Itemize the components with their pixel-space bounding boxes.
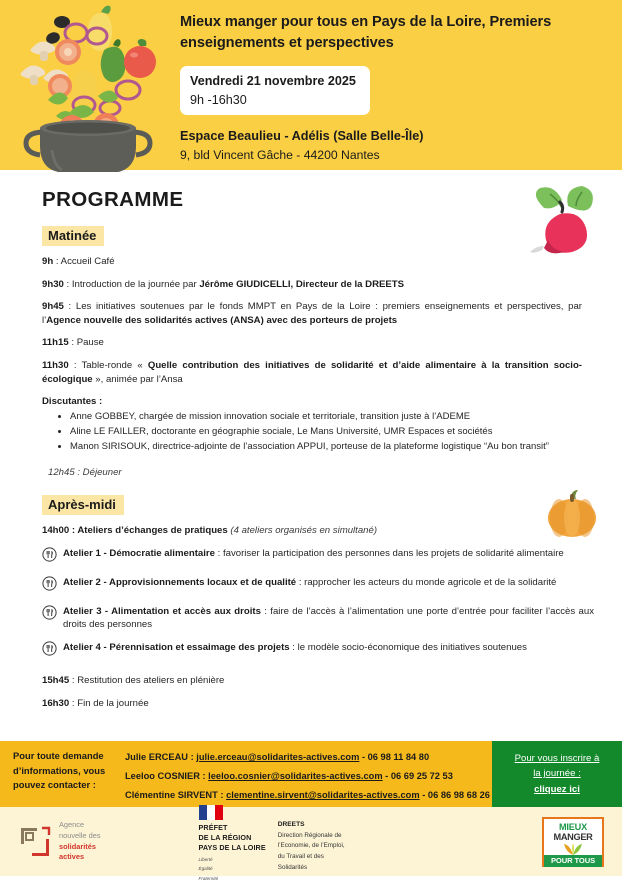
schedule-text: Les initiatives soutenues par le fonds MMPT en Pays de la Loire : premiers enseignements et perspectives, par l’: [42, 301, 582, 326]
workshop-text: [63, 576, 594, 590]
contact-sep: :: [199, 771, 209, 782]
schedule-item: [42, 336, 582, 350]
schedule-time: 9h: [42, 256, 54, 267]
schedule-text: Restitution des ateliers en plénière: [77, 675, 225, 686]
schedule-item: [42, 278, 582, 292]
contact-intro: Pour toute demande d’informations, vous pouvez contacter :: [13, 750, 106, 791]
discutantes-label: Discutantes :: [42, 396, 103, 408]
dreets-line-3: du Travail et des: [277, 853, 324, 860]
contact-phone: - 06 86 98 68 26: [419, 790, 490, 801]
workshop-item: [42, 547, 594, 567]
table-ronde-title: Quelle contribution des initiatives de solidarité et d’aide alimentaire à la transition socio-écologique: [42, 360, 582, 385]
workshop-text: [63, 641, 594, 655]
mmpt-line-3: POUR TOUS: [544, 855, 602, 868]
register-line-2: la journée :: [533, 768, 581, 780]
contact-item: [125, 751, 490, 763]
contact-phone: - 06 69 25 72 53: [382, 771, 453, 782]
contact-left-block: [0, 741, 492, 807]
ansa-logo-text: [59, 820, 101, 862]
schedule-sep: :: [69, 697, 78, 709]
schedule-text-bold: Jérôme GIUDICELLI, Directeur de la DREETS: [199, 278, 405, 290]
schedule-text-bold: Agence nouvelle des solidarités actives (ANSA) avec des porteurs de projets: [46, 314, 398, 326]
contact-email-link[interactable]: clementine.sirvent@solidarites-actives.com: [226, 790, 420, 801]
schedule-time: 11h15: [42, 337, 69, 349]
workshop-title: Atelier 2 - Approvisionnements locaux et de qualité: [63, 576, 297, 588]
contact-list: [125, 749, 490, 807]
mmpt-line-2: MANGER: [553, 831, 593, 842]
date-time-box: [180, 66, 370, 114]
dreets-line-1: Direction Régionale de: [277, 831, 342, 839]
event-date: Vendredi 21 novembre 2025: [190, 74, 356, 89]
workshop-title: Atelier 4 - Pérennisation et essaimage des projets: [63, 642, 290, 653]
register-text: [515, 751, 600, 798]
cooking-pot-with-vegetables-illustration: [0, 0, 180, 170]
schedule-item: [42, 255, 582, 269]
workshop-item: [42, 641, 594, 661]
devise-line-2: Égalité: [198, 866, 213, 872]
schedule-time: 15h45: [42, 675, 70, 686]
section-heading-afternoon: Après-midi: [42, 495, 124, 515]
wheat-icon: [560, 842, 586, 855]
dreets-line-2: l’Economie, de l’Emploi,: [277, 842, 345, 850]
register-button[interactable]: [492, 741, 622, 807]
ansa-bracket-logo-icon: [18, 825, 52, 859]
list-item: • Manon SIRISOUK, directrice-adjointe de l’association APPUI, porteuse de la plateforme logistique “Au bon transit”: [70, 440, 590, 454]
section-heading-morning: Matinée: [42, 226, 104, 246]
french-flag-icon: [199, 805, 223, 820]
ansa-line-4: actives: [59, 852, 85, 862]
footer-logo-strip: [0, 807, 622, 882]
workshop-desc: : le modèle socio-économique des initiatives soutenues: [289, 642, 527, 653]
register-link[interactable]: cliquez ici: [534, 783, 580, 795]
workshops-intro: [42, 524, 582, 538]
workshop-desc: : faire de l’accès à l’alimentation une porte d’entrée pour faciliter l’accès aux droits des personnes: [63, 605, 594, 631]
devise-line-1: Liberté: [198, 856, 213, 862]
page-title: PROGRAMME: [42, 188, 184, 211]
list-item: • Anne GOBBEY, chargée de mission innovation sociale et territoriale, transition juste à l’ADEME: [70, 410, 590, 424]
schedule-sep: :: [69, 675, 78, 686]
workshop-item: [42, 605, 594, 632]
ansa-line-3: solidarités: [59, 841, 96, 851]
prefet-line-1: PRÉFET: [198, 822, 228, 832]
venue-address: 9, bld Vincent Gâche - 44200 Nantes: [180, 147, 380, 162]
radish-illustration: [524, 182, 604, 259]
schedule-time: 16h30: [42, 697, 70, 709]
event-time: 9h -16h30: [190, 93, 247, 108]
schedule-text: Accueil Café: [60, 256, 115, 267]
schedule-sep: :: [63, 278, 72, 290]
cutlery-icon: [42, 641, 57, 661]
mmpt-line-1: MIEUX: [558, 821, 588, 832]
schedule-text: Introduction de la journée par: [71, 278, 200, 290]
contact-email-link[interactable]: julie.erceau@solidarites-actives.com: [196, 752, 360, 762]
contact-phone: - 06 98 11 84 80: [359, 752, 430, 762]
list-item: • Aline LE FAILLER, doctorante en géographie sociale, Le Mans Université, UMR Espaces et sociétés: [70, 425, 590, 439]
contact-band: [0, 741, 622, 807]
venue-name: Espace Beaulieu - Adélis (Salle Belle-Île): [180, 128, 424, 143]
schedule-text: Fin de la journée: [77, 697, 149, 709]
schedule-sep: :: [53, 256, 61, 267]
dreets-name: DREETS: [277, 820, 305, 828]
workshops-intro-note: (4 ateliers organisés en simultané): [227, 525, 378, 537]
contact-name: Clémentine SIRVENT: [125, 790, 218, 801]
schedule-time: 14h00: [42, 525, 70, 537]
schedule-sep: :: [63, 301, 76, 313]
contact-sep: :: [217, 790, 227, 801]
pumpkin-illustration: [544, 488, 600, 545]
schedule-item: [42, 300, 582, 327]
table-ronde-tail: », animée par l’Ansa: [92, 373, 183, 385]
dreets-line-4: Solidarités: [277, 863, 308, 871]
schedule-time: 11h30: [42, 360, 69, 372]
prefet-line-3: PAYS DE LA LOIRE: [198, 843, 266, 853]
table-ronde-item: [42, 359, 582, 386]
contact-sep: :: [188, 752, 197, 762]
prefet-line-2: DE LA RÉGION: [198, 833, 252, 843]
cutlery-icon: [42, 547, 57, 567]
workshop-text: [63, 605, 594, 632]
workshops-intro-bold: : Ateliers d’échanges de pratiques: [69, 525, 228, 537]
dreets-block: [278, 805, 345, 872]
schedule-item: [42, 697, 582, 711]
ansa-line-1: Agence: [59, 820, 85, 830]
register-line-1: Pour vous inscrire à: [514, 752, 600, 764]
discutantes-list: [70, 410, 600, 453]
contact-name: Leeloo COSNIER: [125, 771, 200, 782]
table-ronde-lead: : Table-ronde «: [68, 360, 148, 372]
cutlery-icon: [42, 576, 57, 596]
header-banner: [0, 0, 622, 170]
schedule-time: 9h45: [42, 301, 64, 313]
workshop-text: [63, 547, 594, 561]
event-title: Mieux manger pour tous en Pays de la Loire, Premiers enseignements et perspectives: [180, 14, 552, 51]
lunch-item: 12h45 : Déjeuner: [48, 466, 122, 478]
prefet-block: [199, 805, 266, 883]
schedule-text: Pause: [76, 337, 104, 349]
cutlery-icon: [42, 605, 57, 625]
contact-email-link[interactable]: leeloo.cosnier@solidarites-actives.com: [208, 771, 383, 782]
contact-name: Julie ERCEAU: [125, 752, 189, 762]
workshop-title: Atelier 3 - Alimentation et accès aux droits: [63, 605, 261, 617]
schedule-sep: :: [68, 337, 77, 349]
workshop-title: Atelier 1 - Démocratie alimentaire: [63, 547, 215, 559]
ansa-logo: [18, 820, 101, 862]
ansa-line-2: nouvelle des: [59, 830, 101, 840]
workshop-desc: : rapprocher les acteurs du monde agricole et de la solidarité: [296, 576, 557, 588]
devise-line-3: Fraternité: [198, 876, 219, 882]
workshop-desc: : favoriser la participation des personnes dans les projets de solidarité alimentaire: [214, 547, 564, 559]
schedule-item: [42, 674, 582, 688]
mieux-manger-pour-tous-logo: [542, 817, 604, 867]
venue-block: [180, 127, 622, 164]
prefet-dreets-logo: [199, 800, 345, 883]
programme-body: [0, 170, 622, 710]
schedule-time: 9h30: [42, 278, 64, 290]
contact-item: [125, 770, 490, 782]
workshop-item: [42, 576, 594, 596]
